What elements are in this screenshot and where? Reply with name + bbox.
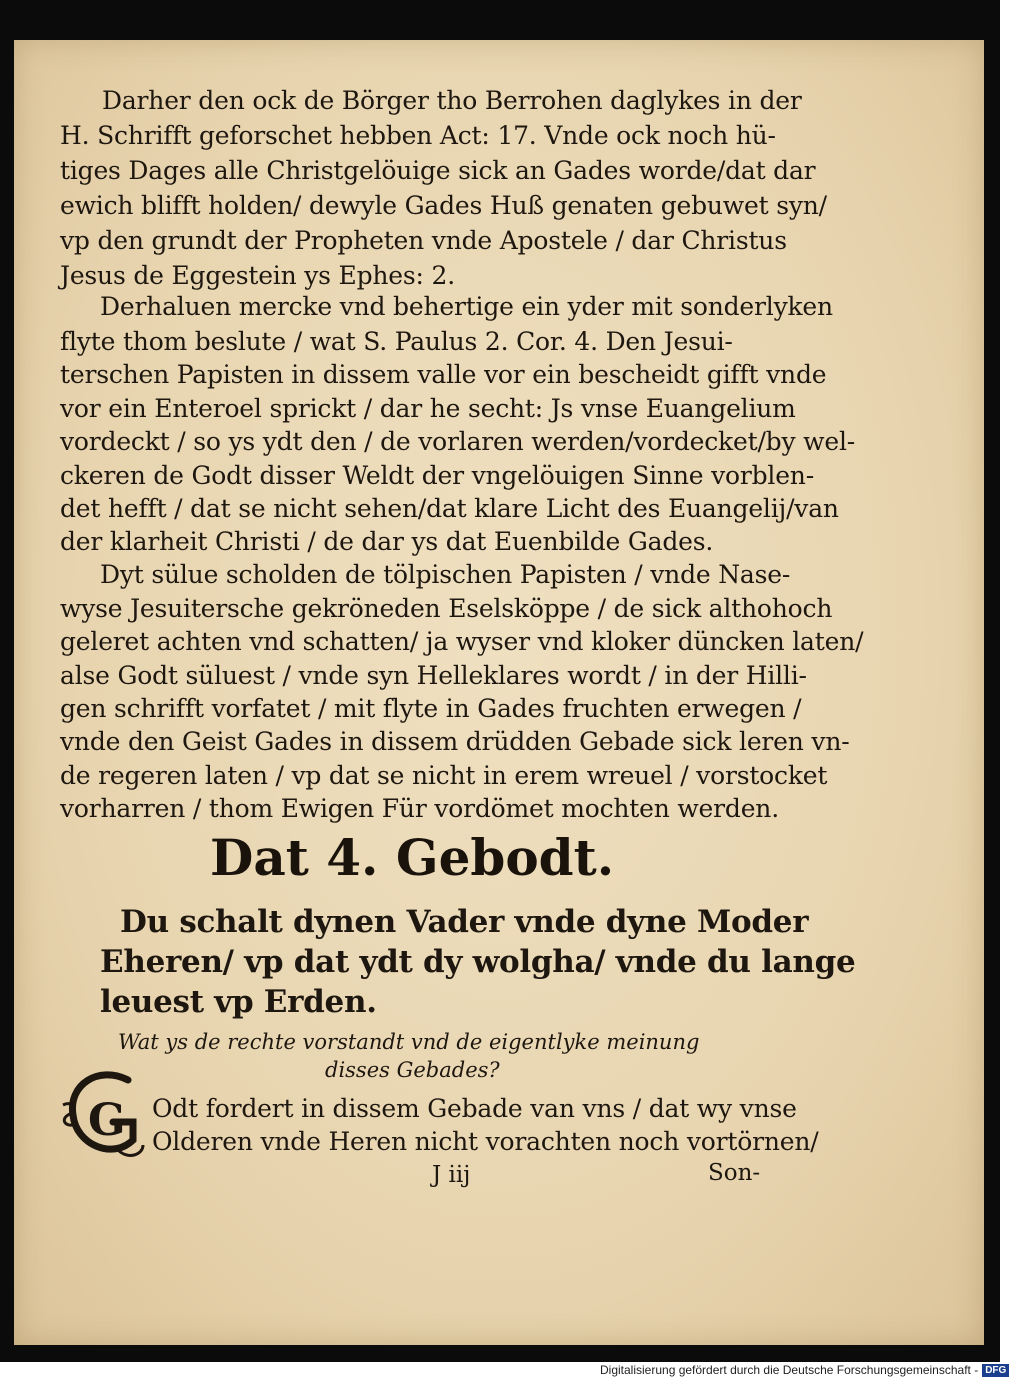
text-line: Dyt sülue scholden de tölpischen Papisten / vnde Nase- bbox=[100, 560, 791, 589]
text-line: vor ein Enteroel sprickt / dar he secht: Js vnse Euangelium bbox=[60, 394, 796, 423]
dfg-logo: DFG bbox=[982, 1364, 1009, 1377]
credit-text: Digitalisierung gefördert durch die Deutsche Forschungsgemeinschaft - bbox=[600, 1363, 979, 1377]
text-line: wyse Jesuitersche gekröneden Eselsköppe / de sick althohoch bbox=[60, 594, 833, 623]
text-line: vorharren / thom Ewigen Für vordömet mochten werden. bbox=[60, 794, 779, 823]
text-line: de regeren laten / vp dat se nicht in erem wreuel / vorstocket bbox=[60, 761, 828, 790]
question-line: disses Gebades? bbox=[325, 1058, 500, 1082]
question-line: Wat ys de rechte vorstandt vnd de eigentlyke meinung bbox=[118, 1030, 700, 1054]
commandment-line: leuest vp Erden. bbox=[100, 984, 377, 1020]
text-line: flyte thom beslute / wat S. Paulus 2. Cor. 4. Den Jesui- bbox=[60, 327, 733, 356]
text-line: vnde den Geist Gades in dissem drüdden Gebade sick leren vn- bbox=[60, 727, 850, 756]
text-line: Derhaluen mercke vnd behertige ein yder mit sonderlyken bbox=[100, 292, 833, 321]
text-line: ewich blifft holden/ dewyle Gades Huß genaten gebuwet syn/ bbox=[60, 191, 827, 220]
digitization-credit bbox=[600, 1363, 1009, 1381]
text-line: Odt fordert in dissem Gebade van vns / dat wy vnse bbox=[152, 1094, 797, 1123]
text-line: geleret achten vnd schatten/ ja wyser vnd kloker düncken laten/ bbox=[60, 627, 864, 656]
text-line: Darher den ock de Börger tho Berrohen daglykes in der bbox=[102, 86, 802, 115]
svg-text:G: G bbox=[88, 1095, 126, 1146]
text-line: det hefft / dat se nicht sehen/dat klare Licht des Euangelij/van bbox=[60, 494, 839, 523]
signature-mark: J iij bbox=[432, 1162, 471, 1188]
catchword: Son- bbox=[708, 1160, 761, 1186]
text-line: gen schrifft vorfatet / mit flyte in Gades fruchten erwegen / bbox=[60, 694, 802, 723]
text-line: vp den grundt der Propheten vnde Apostele / dar Christus bbox=[60, 226, 787, 255]
text-line: vordeckt / so ys ydt den / de vorlaren werden/vordecket/by wel- bbox=[60, 427, 855, 456]
text-line: ckeren de Godt disser Weldt der vngelöuigen Sinne vorblen- bbox=[60, 461, 814, 490]
section-heading: Dat 4. Gebodt. bbox=[210, 828, 615, 887]
text-line: tiges Dages alle Christgelöuige sick an Gades worde/dat dar bbox=[60, 156, 816, 185]
decorated-initial bbox=[58, 1060, 148, 1170]
text-line: der klarheit Christi / de dar ys dat Euenbilde Gades. bbox=[60, 527, 714, 556]
text-line: Olderen vnde Heren nicht vorachten noch vortörnen/ bbox=[152, 1127, 819, 1156]
commandment-line: Eheren/ vp dat ydt dy wolgha/ vnde du lange bbox=[100, 944, 856, 980]
text-line: Jesus de Eggestein ys Ephes: 2. bbox=[60, 261, 455, 290]
text-line: terschen Papisten in dissem valle vor ein bescheidt gifft vnde bbox=[60, 360, 827, 389]
text-line: alse Godt süluest / vnde syn Helleklares wordt / in der Hilli- bbox=[60, 661, 807, 690]
commandment-line: Du schalt dynen Vader vnde dyne Moder bbox=[120, 904, 809, 940]
text-line: H. Schrifft geforschet hebben Act: 17. Vnde ock noch hü- bbox=[60, 121, 776, 150]
